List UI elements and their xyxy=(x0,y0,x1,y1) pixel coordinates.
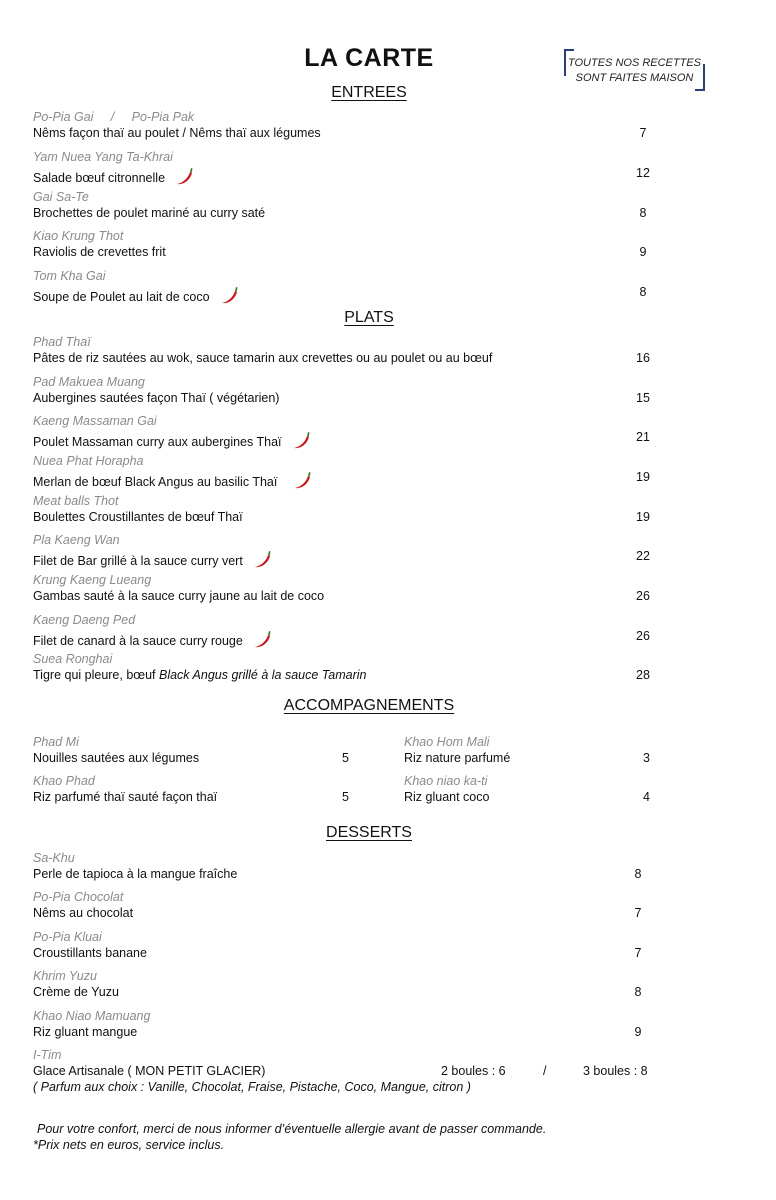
menu-item xyxy=(33,969,713,1009)
dish-price: 26 xyxy=(636,589,650,603)
menu-item xyxy=(33,110,713,150)
thai-name: Meat balls Thot xyxy=(33,494,119,508)
chili-pepper-icon xyxy=(220,285,240,305)
dish-description: Nouilles sautées aux légumes xyxy=(33,751,200,765)
dish-description: Riz nature parfumé xyxy=(404,751,511,765)
dish-description: Boulettes Croustillantes de bœuf Thaï xyxy=(33,510,243,524)
dish-price: 5 xyxy=(342,790,349,804)
menu-item xyxy=(33,335,713,375)
dish-description: Poulet Massaman curry aux aubergines Thaï xyxy=(33,435,282,449)
thai-name: Tom Kha Gai xyxy=(33,269,106,283)
flavours-list: ( Parfum aux choix : Vanille, Chocolat, Fraise, Pistache, Coco, Mangue, citron ) xyxy=(33,1080,471,1094)
section-title-plats: PLATS xyxy=(344,309,394,326)
dish-description: Gambas sauté à la sauce curry jaune au lait de coco xyxy=(33,589,325,603)
dish-price: 3 xyxy=(643,751,650,765)
dish-description: Filet de Bar grillé à la sauce curry vert xyxy=(33,554,243,568)
side-item xyxy=(33,774,363,814)
dish-description: Soupe de Poulet au lait de coco xyxy=(33,290,210,304)
menu-item xyxy=(33,375,713,415)
dish-price: 8 xyxy=(639,285,647,299)
badge-line-2: SONT FAITES MAISON xyxy=(575,72,694,84)
thai-name: Kiao Krung Thot xyxy=(33,229,124,243)
ice-cream-item xyxy=(33,1048,713,1098)
thai-name: Sa-Khu xyxy=(33,851,75,865)
chili-pepper-icon xyxy=(253,629,273,649)
section-title-accompagnements: ACCOMPAGNEMENTS xyxy=(283,697,455,714)
dish-price: 4 xyxy=(643,790,650,804)
dish-price: 19 xyxy=(636,470,650,484)
chili-pepper-icon xyxy=(292,430,312,450)
dish-price: 5 xyxy=(342,751,349,765)
side-item xyxy=(404,735,704,775)
thai-name: Phad Thaï xyxy=(33,335,91,349)
side-item xyxy=(33,735,363,775)
dish-price: 9 xyxy=(634,1025,642,1039)
menu-item xyxy=(33,930,713,970)
thai-name: Kaeng Daeng Ped xyxy=(33,613,136,627)
dish-price: 7 xyxy=(639,126,647,140)
dish-price: 7 xyxy=(634,906,642,920)
side-item xyxy=(404,774,704,814)
dish-description: Croustillants banane xyxy=(33,946,147,960)
dish-description: Raviolis de crevettes frit xyxy=(33,245,166,259)
thai-name: Khao Niao Mamuang xyxy=(33,1009,151,1023)
dish-description: Perle de tapioca à la mangue fraîche xyxy=(33,867,238,881)
dish-price: 15 xyxy=(636,391,650,405)
thai-name: Khao Phad xyxy=(33,774,95,788)
thai-name: Po-Pia Chocolat xyxy=(33,890,124,904)
dish-price: 21 xyxy=(636,430,650,444)
dish-price: 19 xyxy=(636,510,650,524)
chili-pepper-icon xyxy=(175,166,195,186)
menu-item xyxy=(33,269,713,309)
thai-name: Pla Kaeng Wan xyxy=(33,533,120,547)
thai-name: Po-Pia Gai / Po-Pia Pak xyxy=(33,110,195,124)
dish-price: 9 xyxy=(639,245,647,259)
menu-title: LA CARTE xyxy=(304,44,434,72)
thai-name: Gai Sa-Te xyxy=(33,190,89,204)
dish-line xyxy=(33,549,273,569)
menu-item xyxy=(33,652,713,692)
dish-description: Glace Artisanale ( MON PETIT GLACIER) xyxy=(33,1064,266,1078)
thai-name: I-Tim xyxy=(33,1048,62,1062)
dish-line xyxy=(33,166,195,186)
thai-name: Po-Pia Kluai xyxy=(33,930,102,944)
dish-price: 28 xyxy=(636,668,650,682)
dish-price: 22 xyxy=(636,549,650,563)
price-note: *Prix nets en euros, service inclus. xyxy=(33,1138,225,1152)
thai-name: Krung Kaeng Lueang xyxy=(33,573,152,587)
thai-name: Kaeng Massaman Gai xyxy=(33,414,157,428)
menu-item xyxy=(33,229,713,269)
dish-description: Nêms façon thaï au poulet / Nêms thaï aux légumes xyxy=(33,126,321,140)
menu-item xyxy=(33,494,713,534)
thai-name: Yam Nuea Yang Ta-Khrai xyxy=(33,150,173,164)
dish-line xyxy=(33,285,240,305)
thai-name: Khao niao ka-ti xyxy=(404,774,488,788)
thai-name: Suea Ronghai xyxy=(33,652,113,666)
menu-item xyxy=(33,890,713,930)
dish-description: Aubergines sautées façon Thaï ( végétarien) xyxy=(33,391,280,405)
dish-price: 7 xyxy=(634,946,642,960)
menu-item xyxy=(33,414,713,454)
allergy-note: Pour votre confort, merci de nous informer d’éventuelle allergie avant de passer commande. xyxy=(37,1122,547,1136)
section-title-desserts: DESSERTS xyxy=(326,824,412,841)
dish-description: Riz parfumé thaï sauté façon thaï xyxy=(33,790,218,804)
dish-line xyxy=(33,629,273,649)
badge-text xyxy=(564,56,705,86)
thai-name: Nuea Phat Horapha xyxy=(33,454,144,468)
dish-line xyxy=(33,470,313,490)
dish-description: Brochettes de poulet mariné au curry saté xyxy=(33,206,266,220)
dish-description: Merlan de bœuf Black Angus au basilic Thaï xyxy=(33,475,278,489)
menu-item xyxy=(33,573,713,613)
dish-price: 12 xyxy=(636,166,650,180)
dish-description: Riz gluant coco xyxy=(404,790,490,804)
menu-item xyxy=(33,851,713,891)
chili-pepper-icon xyxy=(293,470,313,490)
menu-item xyxy=(33,454,713,494)
menu-item xyxy=(33,613,713,653)
dish-line xyxy=(33,430,312,450)
thai-name: Pad Makuea Muang xyxy=(33,375,145,389)
section-title-entrees: ENTREES xyxy=(331,84,407,101)
dish-description: Pâtes de riz sautées au wok, sauce tamarin aux crevettes ou au poulet ou au bœuf xyxy=(33,351,493,365)
dish-description: Riz gluant mangue xyxy=(33,1025,138,1039)
thai-name: Khrim Yuzu xyxy=(33,969,97,983)
dish-price: 8 xyxy=(639,206,647,220)
dish-description: Crème de Yuzu xyxy=(33,985,119,999)
dish-price: 16 xyxy=(636,351,650,365)
dish-description-italic: Black Angus grillé à la sauce Tamarin xyxy=(158,668,367,682)
badge-line-1: TOUTES NOS RECETTES xyxy=(567,57,702,69)
thai-name: Khao Hom Mali xyxy=(404,735,490,749)
dish-price: 8 xyxy=(634,985,642,999)
dish-description: Nêms au chocolat xyxy=(33,906,134,920)
dish-description: Salade bœuf citronnelle xyxy=(33,171,166,185)
chili-pepper-icon xyxy=(253,549,273,569)
price-two-scoops: 2 boules : 6 xyxy=(441,1064,506,1078)
menu-item xyxy=(33,533,713,573)
menu-item xyxy=(33,190,713,230)
menu-item xyxy=(33,150,713,190)
dish-price: 26 xyxy=(636,629,650,643)
menu-item xyxy=(33,1009,713,1049)
footer-notes xyxy=(33,1121,546,1153)
dish-description: Tigre qui pleure, bœuf xyxy=(33,668,159,682)
thai-name: Phad Mi xyxy=(33,735,79,749)
dish-price: 8 xyxy=(634,867,642,881)
price-three-scoops: 3 boules : 8 xyxy=(583,1064,648,1078)
price-separator: / xyxy=(543,1064,547,1078)
dish-description: Filet de canard à la sauce curry rouge xyxy=(33,634,243,648)
dish-line xyxy=(33,668,367,682)
